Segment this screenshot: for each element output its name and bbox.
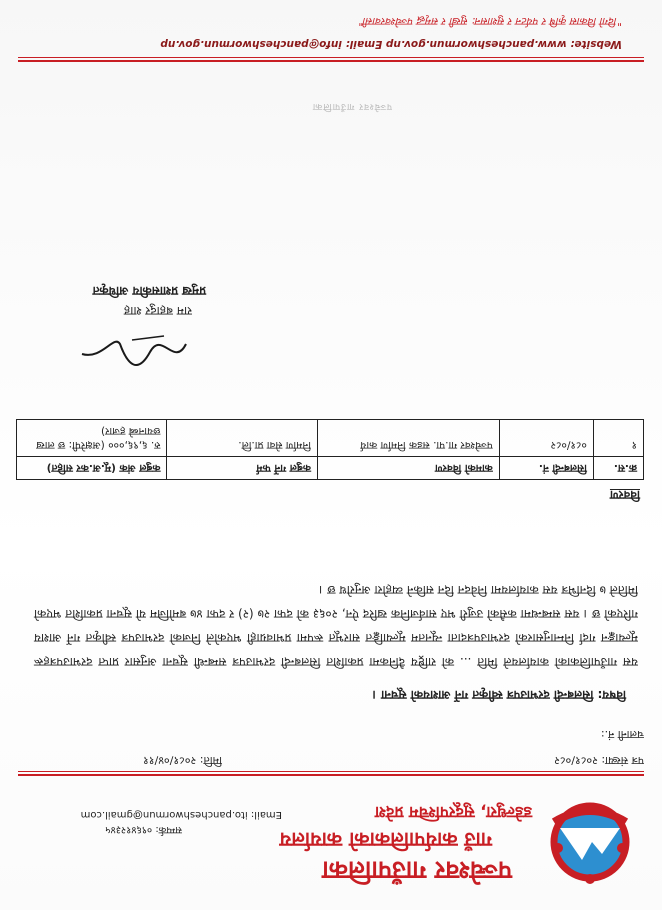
details-heading: विवरण xyxy=(609,488,640,502)
phone-number: सम्पर्क: ०९६४१२३४५ xyxy=(105,824,182,835)
signature xyxy=(72,326,192,374)
letter-date: मिति: २०८१/०४/११ xyxy=(143,754,222,767)
cell-serial: १ xyxy=(593,420,643,457)
email-address: Email: ito.pancheshwormun@gmail.com xyxy=(80,809,282,820)
col-applicant: कबुल गर्ने फर्म xyxy=(167,457,317,480)
cell-subject: पञ्चेश्वर गा.पा. सडक निर्माण कार्य xyxy=(317,420,499,457)
footer-slogan: "दिगो विकास कृषि र पर्यटन र सुशासन: सुखी र समृद्ध पञ्चेश्वरवासी" xyxy=(358,15,622,27)
notice-body: यस गाउँपालिकाको कार्यालयले मिति ... को राष्ट्रिय दैनिकमा प्रकाशित सिलबन्दी दरभाउपत्र सम्बन्धी सूचना अनुसार प्राप्त दरभाउपत्रहरू मूल्याङ्कन गर्दा निम्नानुसारको दरभाउपत्रदाता न्यूनतम मूल्याङ्कित सारभूत रूपमा प्रभावग्राही भएकोले निजको दरभाउपत्र स्वीकृत गर्ने आशय गरिएको छ । यस सम्बन्धमा कसैको उजुरी भए सार्वजनिक खरिद ऐन, २०६३ को दफा २७ (२) र दफा ४७ बमोजिम यो सूचना प्रकाशित भएको मितिले ७ दिनभित्र यस कार्यालयमा निवेदन दिन सकिने व्यहोरा अनुरोध छ । xyxy=(34,583,638,669)
cell-applicant: निर्माण सेवा प्रा.लि. xyxy=(167,420,317,457)
municipality-name: पञ्चेश्वर गाउँपालिका xyxy=(322,856,512,885)
header-rule-bottom xyxy=(18,771,644,772)
notice-details-table xyxy=(16,419,644,480)
subject-line: विषय: सिलबन्दी दरभाउपत्र स्वीकृत गर्ने आशयको सूचना । xyxy=(372,688,626,702)
header-rule-top xyxy=(18,774,644,776)
col-amount: कबुल अंक (मू.अ.कर सहित) xyxy=(17,457,168,480)
office-name: गाउँ कार्यपालिकाको कार्यालय xyxy=(279,828,492,852)
district-province: डडेल्धुरा, सुदूरपश्चिम प्रदेश xyxy=(375,803,532,822)
footer-rule-bottom xyxy=(18,57,644,58)
municipality-emblem xyxy=(540,798,640,888)
cell-notice-no: ०८१/०८२ xyxy=(499,420,593,457)
footer-contact: Website: www.pancheshwormun.gov.np Email: info@pancheshwormun.gov.np xyxy=(160,38,622,50)
cell-amount: रु. ६,९६,००० (अक्षरेपी: छ लाख छयानब्बे हजार) xyxy=(17,420,168,457)
faint-stamp-text: पञ्चेश्वर गाउँपालिका xyxy=(311,101,392,111)
signatory-name: राम बहादुर शाह xyxy=(123,304,192,318)
col-serial: क्र.स. xyxy=(593,457,643,480)
signatory-title: प्रमुख प्रशासकीय अधिकृत xyxy=(92,284,206,298)
footer-rule-top xyxy=(18,60,644,62)
letter-number: पत्र संख्या: २०८१/०८२ xyxy=(554,754,644,767)
col-subject: कामको विवरण xyxy=(317,457,499,480)
col-notice-no: सिलबन्दी नं. xyxy=(499,457,593,480)
dispatch-number: चलानी नं.: xyxy=(600,728,644,741)
table-header-row xyxy=(17,457,644,480)
table-row xyxy=(17,420,644,457)
